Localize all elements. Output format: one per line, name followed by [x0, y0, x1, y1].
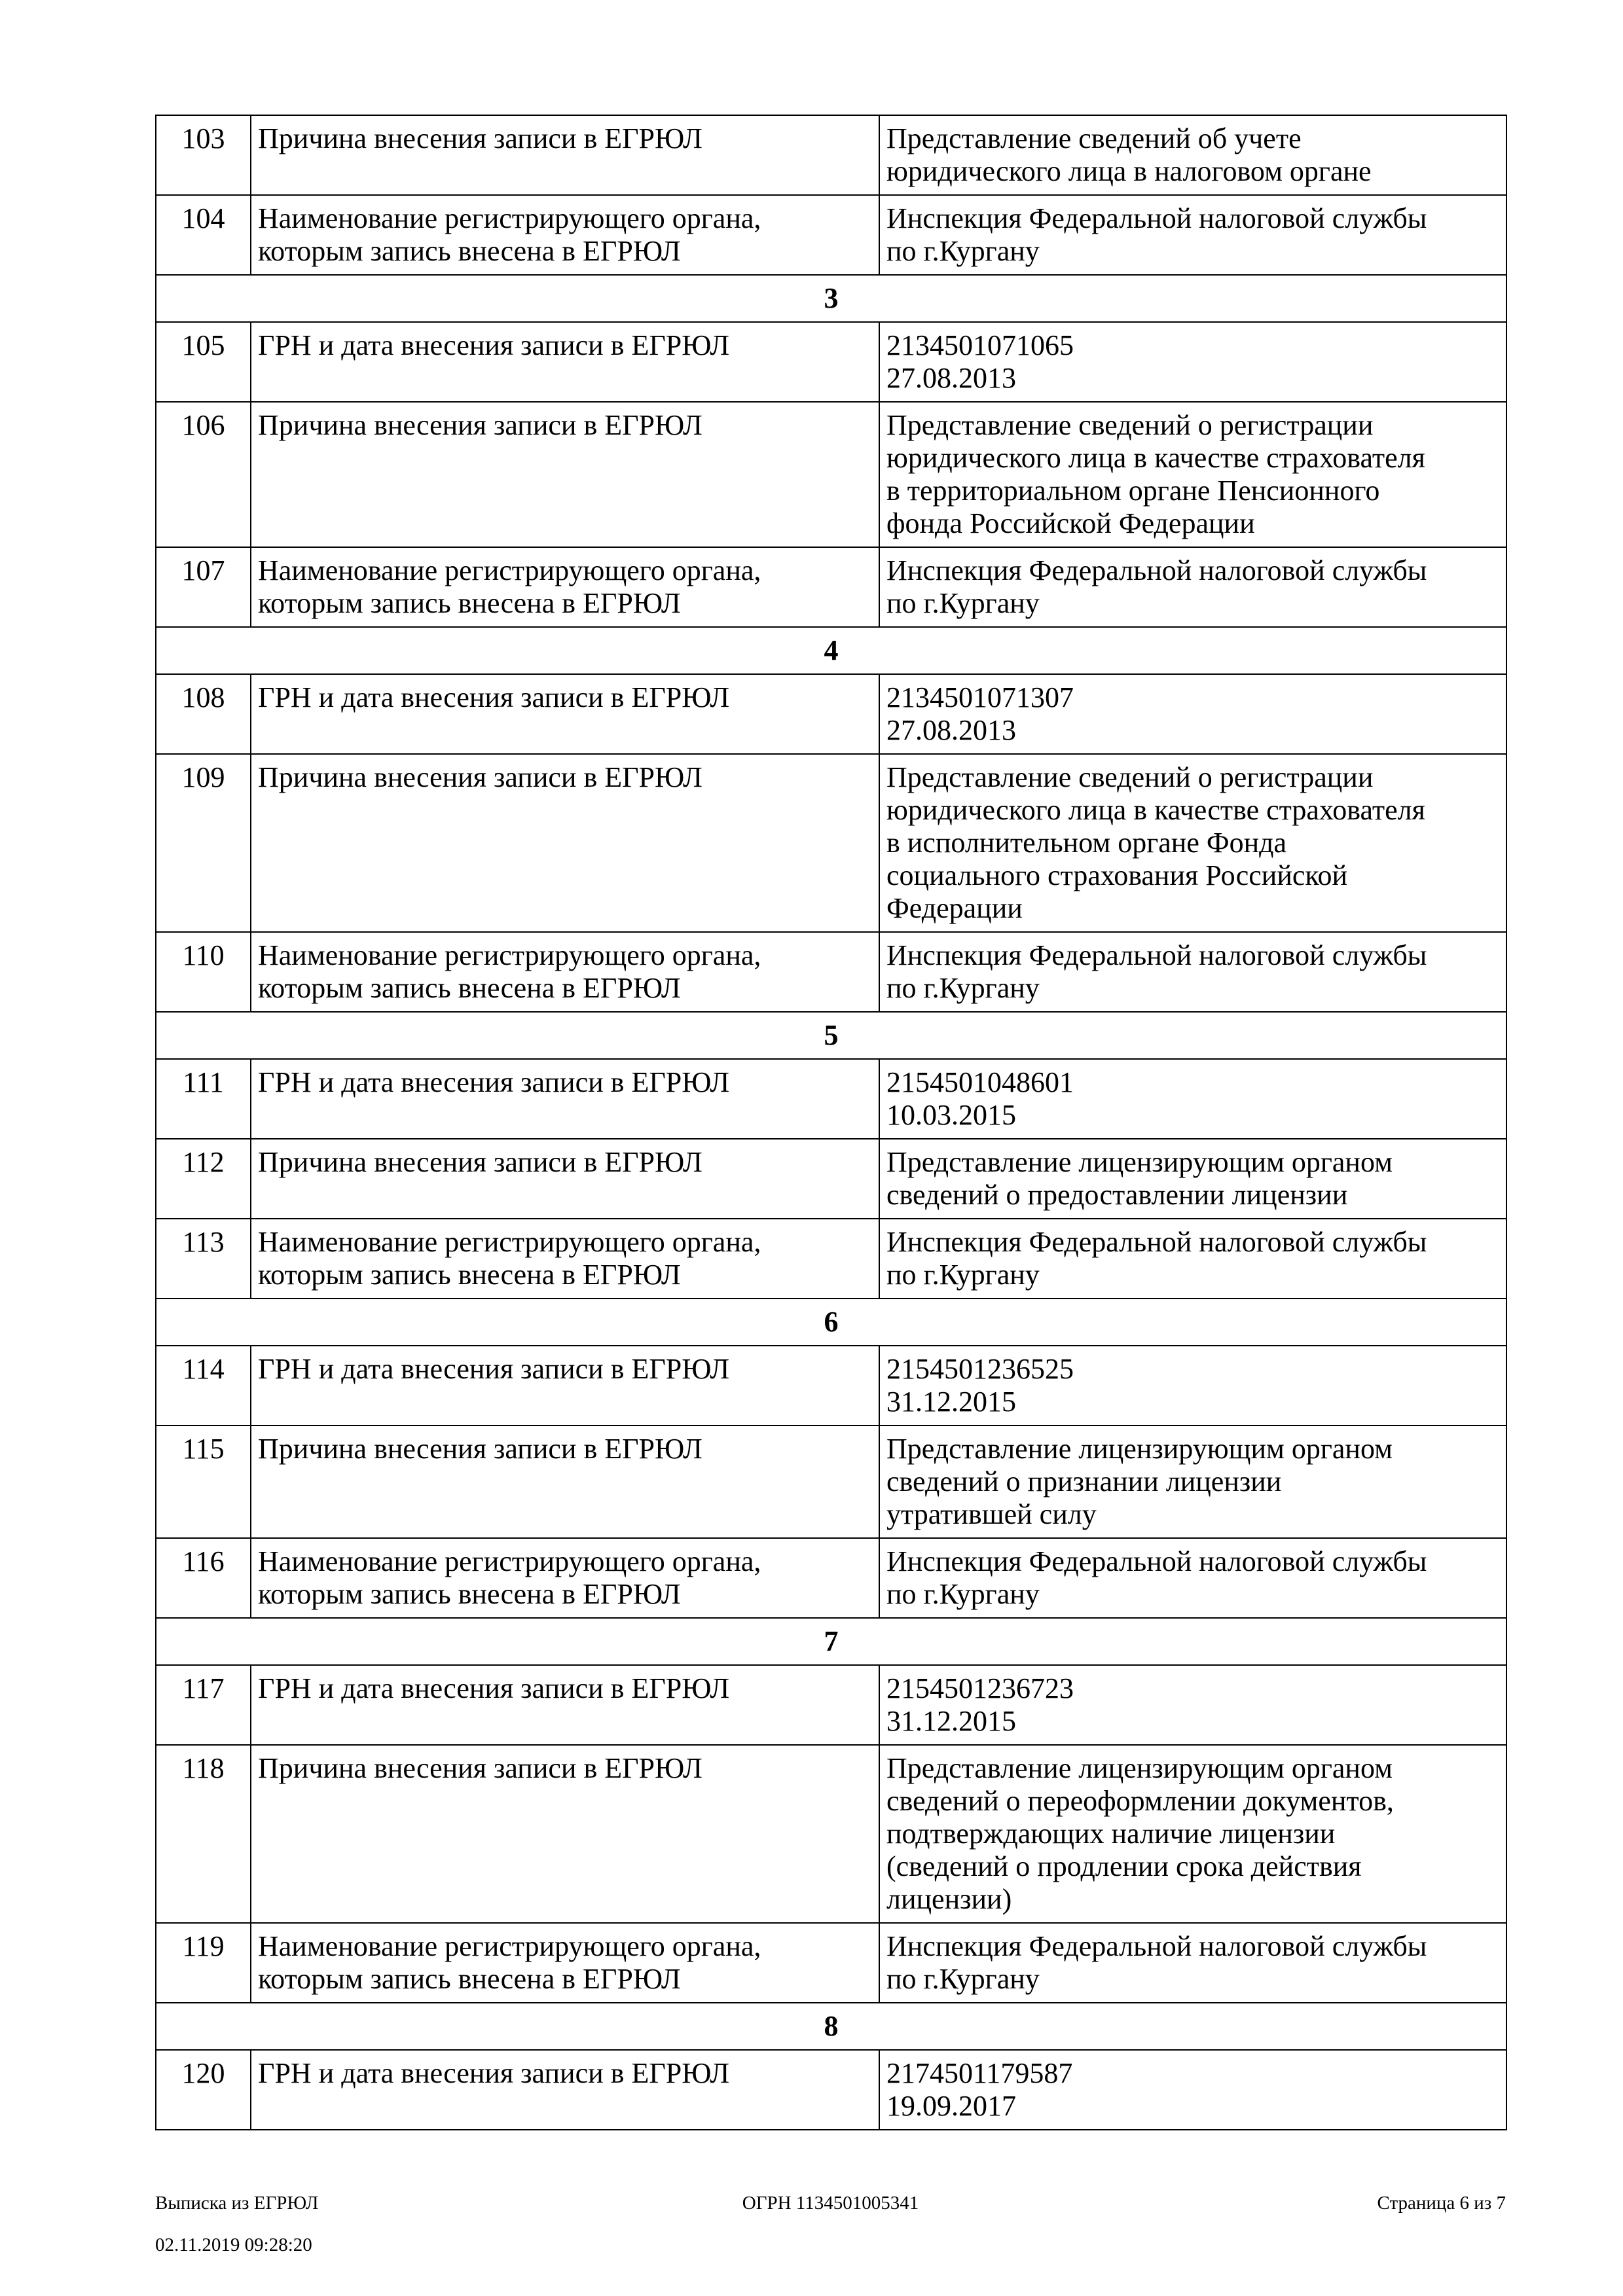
field-name: ГРН и дата внесения записи в ЕГРЮЛ [251, 1059, 879, 1139]
record-row [156, 1538, 1506, 1618]
row-number: 105 [156, 322, 251, 402]
record-group-number: 4 [156, 627, 1506, 674]
field-name: Наименование регистрирующего органа, которым запись внесена в ЕГРЮЛ [251, 547, 879, 627]
record-row [156, 115, 1506, 195]
field-value: Представление лицензирующим органом сведений о признании лицензии утратившей силу [879, 1426, 1506, 1538]
record-row [156, 547, 1506, 627]
row-number: 117 [156, 1665, 251, 1745]
egrul-records-table [155, 115, 1507, 2130]
field-value: 2154501236723 31.12.2015 [879, 1665, 1506, 1745]
record-group-number: 6 [156, 1299, 1506, 1346]
record-group-row [156, 1299, 1506, 1346]
field-value: Инспекция Федеральной налоговой службы по г.Кургану [879, 1538, 1506, 1618]
record-group-row [156, 275, 1506, 322]
row-number: 106 [156, 402, 251, 547]
field-name: Наименование регистрирующего органа, которым запись внесена в ЕГРЮЛ [251, 1923, 879, 2003]
row-number: 109 [156, 754, 251, 932]
record-row [156, 195, 1506, 275]
field-value: Инспекция Федеральной налоговой службы по г.Кургану [879, 195, 1506, 275]
field-name: Наименование регистрирующего органа, которым запись внесена в ЕГРЮЛ [251, 1219, 879, 1299]
field-name: ГРН и дата внесения записи в ЕГРЮЛ [251, 1346, 879, 1426]
field-name: Причина внесения записи в ЕГРЮЛ [251, 1426, 879, 1538]
record-row [156, 1059, 1506, 1139]
row-number: 116 [156, 1538, 251, 1618]
record-group-number: 8 [156, 2003, 1506, 2050]
field-value: Представление лицензирующим органом сведений о переоформлении документов, подтверждающих наличие лицензии (сведений о продлении срока действия лицензии) [879, 1745, 1506, 1923]
record-group-number: 5 [156, 1012, 1506, 1059]
record-group-number: 7 [156, 1618, 1506, 1665]
record-row [156, 1426, 1506, 1538]
row-number: 113 [156, 1219, 251, 1299]
field-name: Причина внесения записи в ЕГРЮЛ [251, 754, 879, 932]
row-number: 111 [156, 1059, 251, 1139]
field-name: ГРН и дата внесения записи в ЕГРЮЛ [251, 322, 879, 402]
record-row [156, 2050, 1506, 2130]
field-value: 2174501179587 19.09.2017 [879, 2050, 1506, 2130]
record-row [156, 402, 1506, 547]
footer-ogrn: ОГРН 1134501005341 [742, 2193, 919, 2214]
row-number: 104 [156, 195, 251, 275]
field-value: Представление сведений о регистрации юридического лица в качестве страхователя в исполнительном органе Фонда социального страхования Российской Федерации [879, 754, 1506, 932]
field-name: Наименование регистрирующего органа, которым запись внесена в ЕГРЮЛ [251, 195, 879, 275]
record-row [156, 1139, 1506, 1219]
row-number: 103 [156, 115, 251, 195]
row-number: 118 [156, 1745, 251, 1923]
row-number: 107 [156, 547, 251, 627]
field-value: Представление сведений о регистрации юридического лица в качестве страхователя в территориальном органе Пенсионного фонда Российской Федерации [879, 402, 1506, 547]
record-row [156, 1665, 1506, 1745]
field-name: Причина внесения записи в ЕГРЮЛ [251, 1139, 879, 1219]
row-number: 110 [156, 932, 251, 1012]
record-group-row [156, 2003, 1506, 2050]
field-name: Наименование регистрирующего органа, которым запись внесена в ЕГРЮЛ [251, 932, 879, 1012]
record-row [156, 1745, 1506, 1923]
field-name: ГРН и дата внесения записи в ЕГРЮЛ [251, 1665, 879, 1745]
record-group-row [156, 1618, 1506, 1665]
row-number: 112 [156, 1139, 251, 1219]
record-row [156, 932, 1506, 1012]
row-number: 115 [156, 1426, 251, 1538]
record-row [156, 322, 1506, 402]
field-name: Причина внесения записи в ЕГРЮЛ [251, 402, 879, 547]
row-number: 120 [156, 2050, 251, 2130]
footer-left [155, 2172, 318, 2276]
field-name: Наименование регистрирующего органа, которым запись внесена в ЕГРЮЛ [251, 1538, 879, 1618]
record-row [156, 1219, 1506, 1299]
field-value: 2154501236525 31.12.2015 [879, 1346, 1506, 1426]
field-value: Инспекция Федеральной налоговой службы по г.Кургану [879, 1219, 1506, 1299]
record-group-row [156, 1012, 1506, 1059]
records-table-body [156, 115, 1506, 2130]
footer-datetime: 02.11.2019 09:28:20 [155, 2234, 312, 2255]
record-row [156, 1923, 1506, 2003]
row-number: 108 [156, 674, 251, 754]
field-value: 2134501071307 27.08.2013 [879, 674, 1506, 754]
record-group-row [156, 627, 1506, 674]
field-value: Представление лицензирующим органом сведений о предоставлении лицензии [879, 1139, 1506, 1219]
field-value: Инспекция Федеральной налоговой службы по г.Кургану [879, 1923, 1506, 2003]
field-value: Представление сведений об учете юридического лица в налоговом органе [879, 115, 1506, 195]
record-group-number: 3 [156, 275, 1506, 322]
field-value: Инспекция Федеральной налоговой службы по г.Кургану [879, 547, 1506, 627]
row-number: 114 [156, 1346, 251, 1426]
record-row [156, 674, 1506, 754]
footer-title: Выписка из ЕГРЮЛ [155, 2193, 319, 2214]
record-row [156, 754, 1506, 932]
footer-page-number: Страница 6 из 7 [1377, 2193, 1506, 2214]
field-value: Инспекция Федеральной налоговой службы по г.Кургану [879, 932, 1506, 1012]
field-value: 2134501071065 27.08.2013 [879, 322, 1506, 402]
field-name: ГРН и дата внесения записи в ЕГРЮЛ [251, 2050, 879, 2130]
field-value: 2154501048601 10.03.2015 [879, 1059, 1506, 1139]
row-number: 119 [156, 1923, 251, 2003]
record-row [156, 1346, 1506, 1426]
field-name: Причина внесения записи в ЕГРЮЛ [251, 1745, 879, 1923]
field-name: Причина внесения записи в ЕГРЮЛ [251, 115, 879, 195]
records-sheet [155, 115, 1506, 2130]
field-name: ГРН и дата внесения записи в ЕГРЮЛ [251, 674, 879, 754]
